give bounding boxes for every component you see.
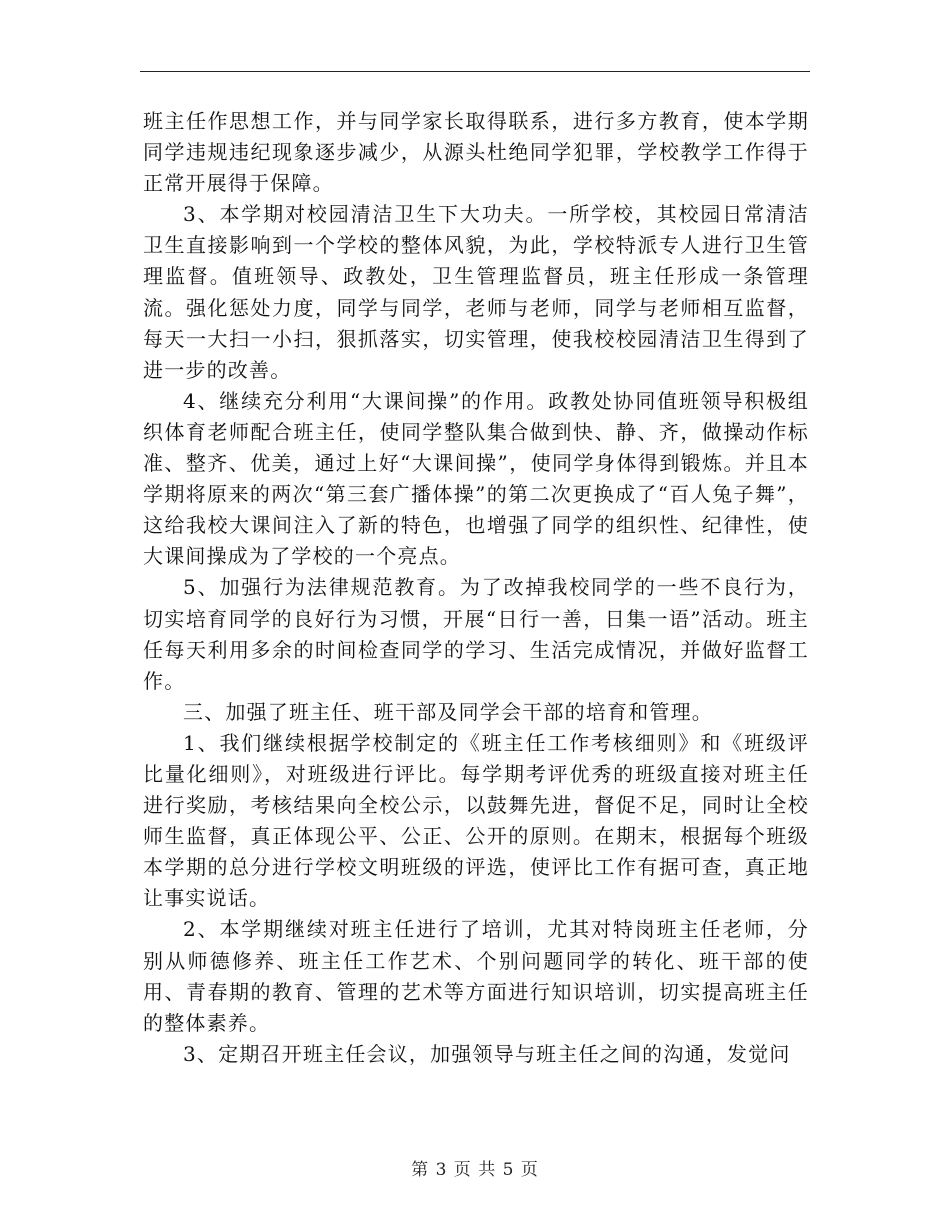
- paragraph-continuation: 班主任作思想工作，并与同学家长取得联系，进行多方教育，使本学期同学违规违纪现象逐步减少，从源头杜绝同学犯罪，学校教学工作得于正常开展得于保障。: [143, 109, 809, 196]
- paragraph-exercise-break: 4、继续充分利用“大课间操”的作用。政教处协同值班领导积极组织体育老师配合班主任，使同学整队集合做到快、静、齐，做操动作标准、整齐、优美，通过上好“大课间操”，使同学身体得到锻炼。并且本学期将原来的两次“第三套广播体操”的第二次更换成了“百人兔子舞”，这给我校大课间注入了新的特色，也增强了同学的组织性、纪律性，使大课间操成为了学校的一个亮点。: [143, 388, 809, 569]
- header-rule: [140, 71, 810, 72]
- page-number-footer: 第 3 页 共 5 页: [411, 1160, 539, 1180]
- document-body: [143, 106, 809, 1070]
- paragraph-meetings: 3、定期召开班主任会议，加强领导与班主任之间的沟通，发觉问: [183, 1041, 791, 1066]
- paragraph-class-evaluation: 1、我们继续根据学校制定的《班主任工作考核细则》和《班级评比量化细则》，对班级进行评比。每学期考评优秀的班级直接对班主任进行奖励，考核结果向全校公示，以鼓舞先进，督促不足，同时让全校师生监督，真正体现公平、公正、公开的原则。在期末，根据每个班级本学期的总分进行学校文明班级的评选，使评比工作有据可查，真正地让事实说话。: [143, 730, 809, 911]
- section-heading-three: 三、加强了班主任、班干部及同学会干部的培育和管理。: [183, 699, 713, 724]
- paragraph-behavior-education: 5、加强行为法律规范教育。为了改掉我校同学的一些不良行为，切实培育同学的良好行为习惯，开展“日行一善，日集一语”活动。班主任每天利用多余的时间检查同学的学习、生活完成情况，并做好监督工作。: [143, 575, 809, 693]
- paragraph-campus-cleaning: 3、本学期对校园清洁卫生下大功夫。一所学校，其校园日常清洁卫生直接影响到一个学校的整体风貌，为此，学校特派专人进行卫生管理监督。值班领导、政教处，卫生管理监督员，班主任形成一条管理流。强化惩处力度，同学与同学，老师与老师，同学与老师相互监督，每天一大扫一小扫，狠抓落实，切实管理，使我校校园清洁卫生得到了进一步的改善。: [143, 202, 809, 382]
- paragraph-teacher-training: 2、本学期继续对班主任进行了培训，尤其对特岗班主任老师，分别从师德修养、班主任工作艺术、个别问题同学的转化、班干部的使用、青春期的教育、管理的艺术等方面进行知识培训，切实提高班主任的整体素养。: [143, 917, 809, 1035]
